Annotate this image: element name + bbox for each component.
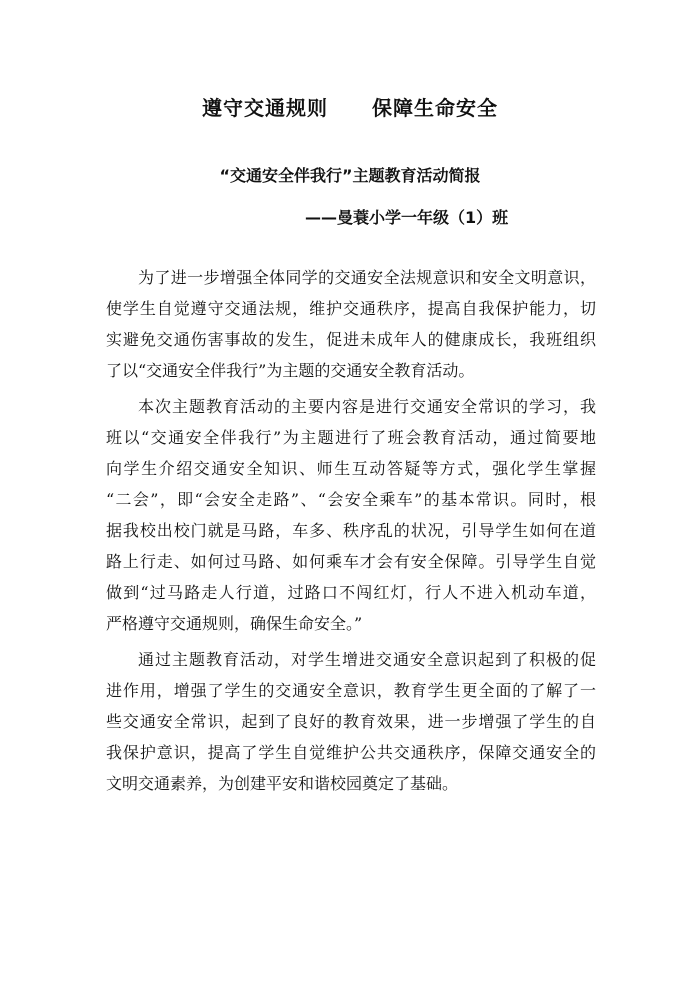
text-line: 为了进一步增强全体同学的交通安全法规意识和安全文明意识， (138, 268, 596, 287)
text-line: 我保护意识，提高了学生自觉维护公共交通秩序，保障交通安全的 (106, 743, 596, 762)
class-byline: ——曼蓑小学一年级（1）班 (305, 208, 509, 227)
text-line: 实避免交通伤害事故的发生，促进未成年人的健康成长，我班组织 (106, 330, 596, 349)
text-line: 班以“交通安全伴我行”为主题进行了班会教育活动，通过简要地 (106, 428, 596, 447)
text-line: 向学生介绍交通安全知识、师生互动答疑等方式，强化学生掌握 (106, 459, 596, 478)
report-subtitle: “交通安全伴我行”主题教育活动简报 (219, 166, 481, 185)
text-line: 路上行走、如何过马路、如何乘车才会有安全保障。引导学生自觉 (106, 552, 596, 571)
paragraph-2 (106, 391, 596, 639)
text-line: 严格遵守交通规则，确保生命安全。” (106, 614, 363, 633)
report-body (106, 262, 596, 799)
text-line: 本次主题教育活动的主要内容是进行交通安全常识的学习，我 (138, 397, 596, 416)
text-line: 文明交通素养，为创建平安和谐校园奠定了基础。 (106, 774, 459, 793)
text-line: 进作用，增强了学生的交通安全意识，教育学生更全面的了解了一 (106, 681, 596, 700)
text-line: “二会”，即“会安全走路”、“会安全乘车”的基本常识。同时，根 (106, 490, 596, 509)
main-title (0, 92, 700, 121)
text-line: 些交通安全常识，起到了良好的教育效果，进一步增强了学生的自 (106, 712, 596, 731)
main-title-part2: 保障生命安全 (372, 96, 498, 120)
text-line: 使学生自觉遵守交通法规，维护交通秩序，提高自我保护能力，切 (106, 299, 596, 318)
text-line: 了以“交通安全伴我行”为主题的交通安全教育活动。 (106, 361, 475, 380)
paragraph-1 (106, 262, 596, 386)
main-title-part1: 遵守交通规则 (202, 96, 328, 120)
text-line: 通过主题教育活动，对学生增进交通安全意识起到了积极的促 (138, 650, 596, 669)
text-line: 做到“过马路走人行道，过路口不闯红灯，行人不进入机动车道， (106, 583, 596, 602)
text-line: 据我校出校门就是马路，车多、秩序乱的状况，引导学生如何在道 (106, 521, 596, 540)
paragraph-3 (106, 644, 596, 799)
